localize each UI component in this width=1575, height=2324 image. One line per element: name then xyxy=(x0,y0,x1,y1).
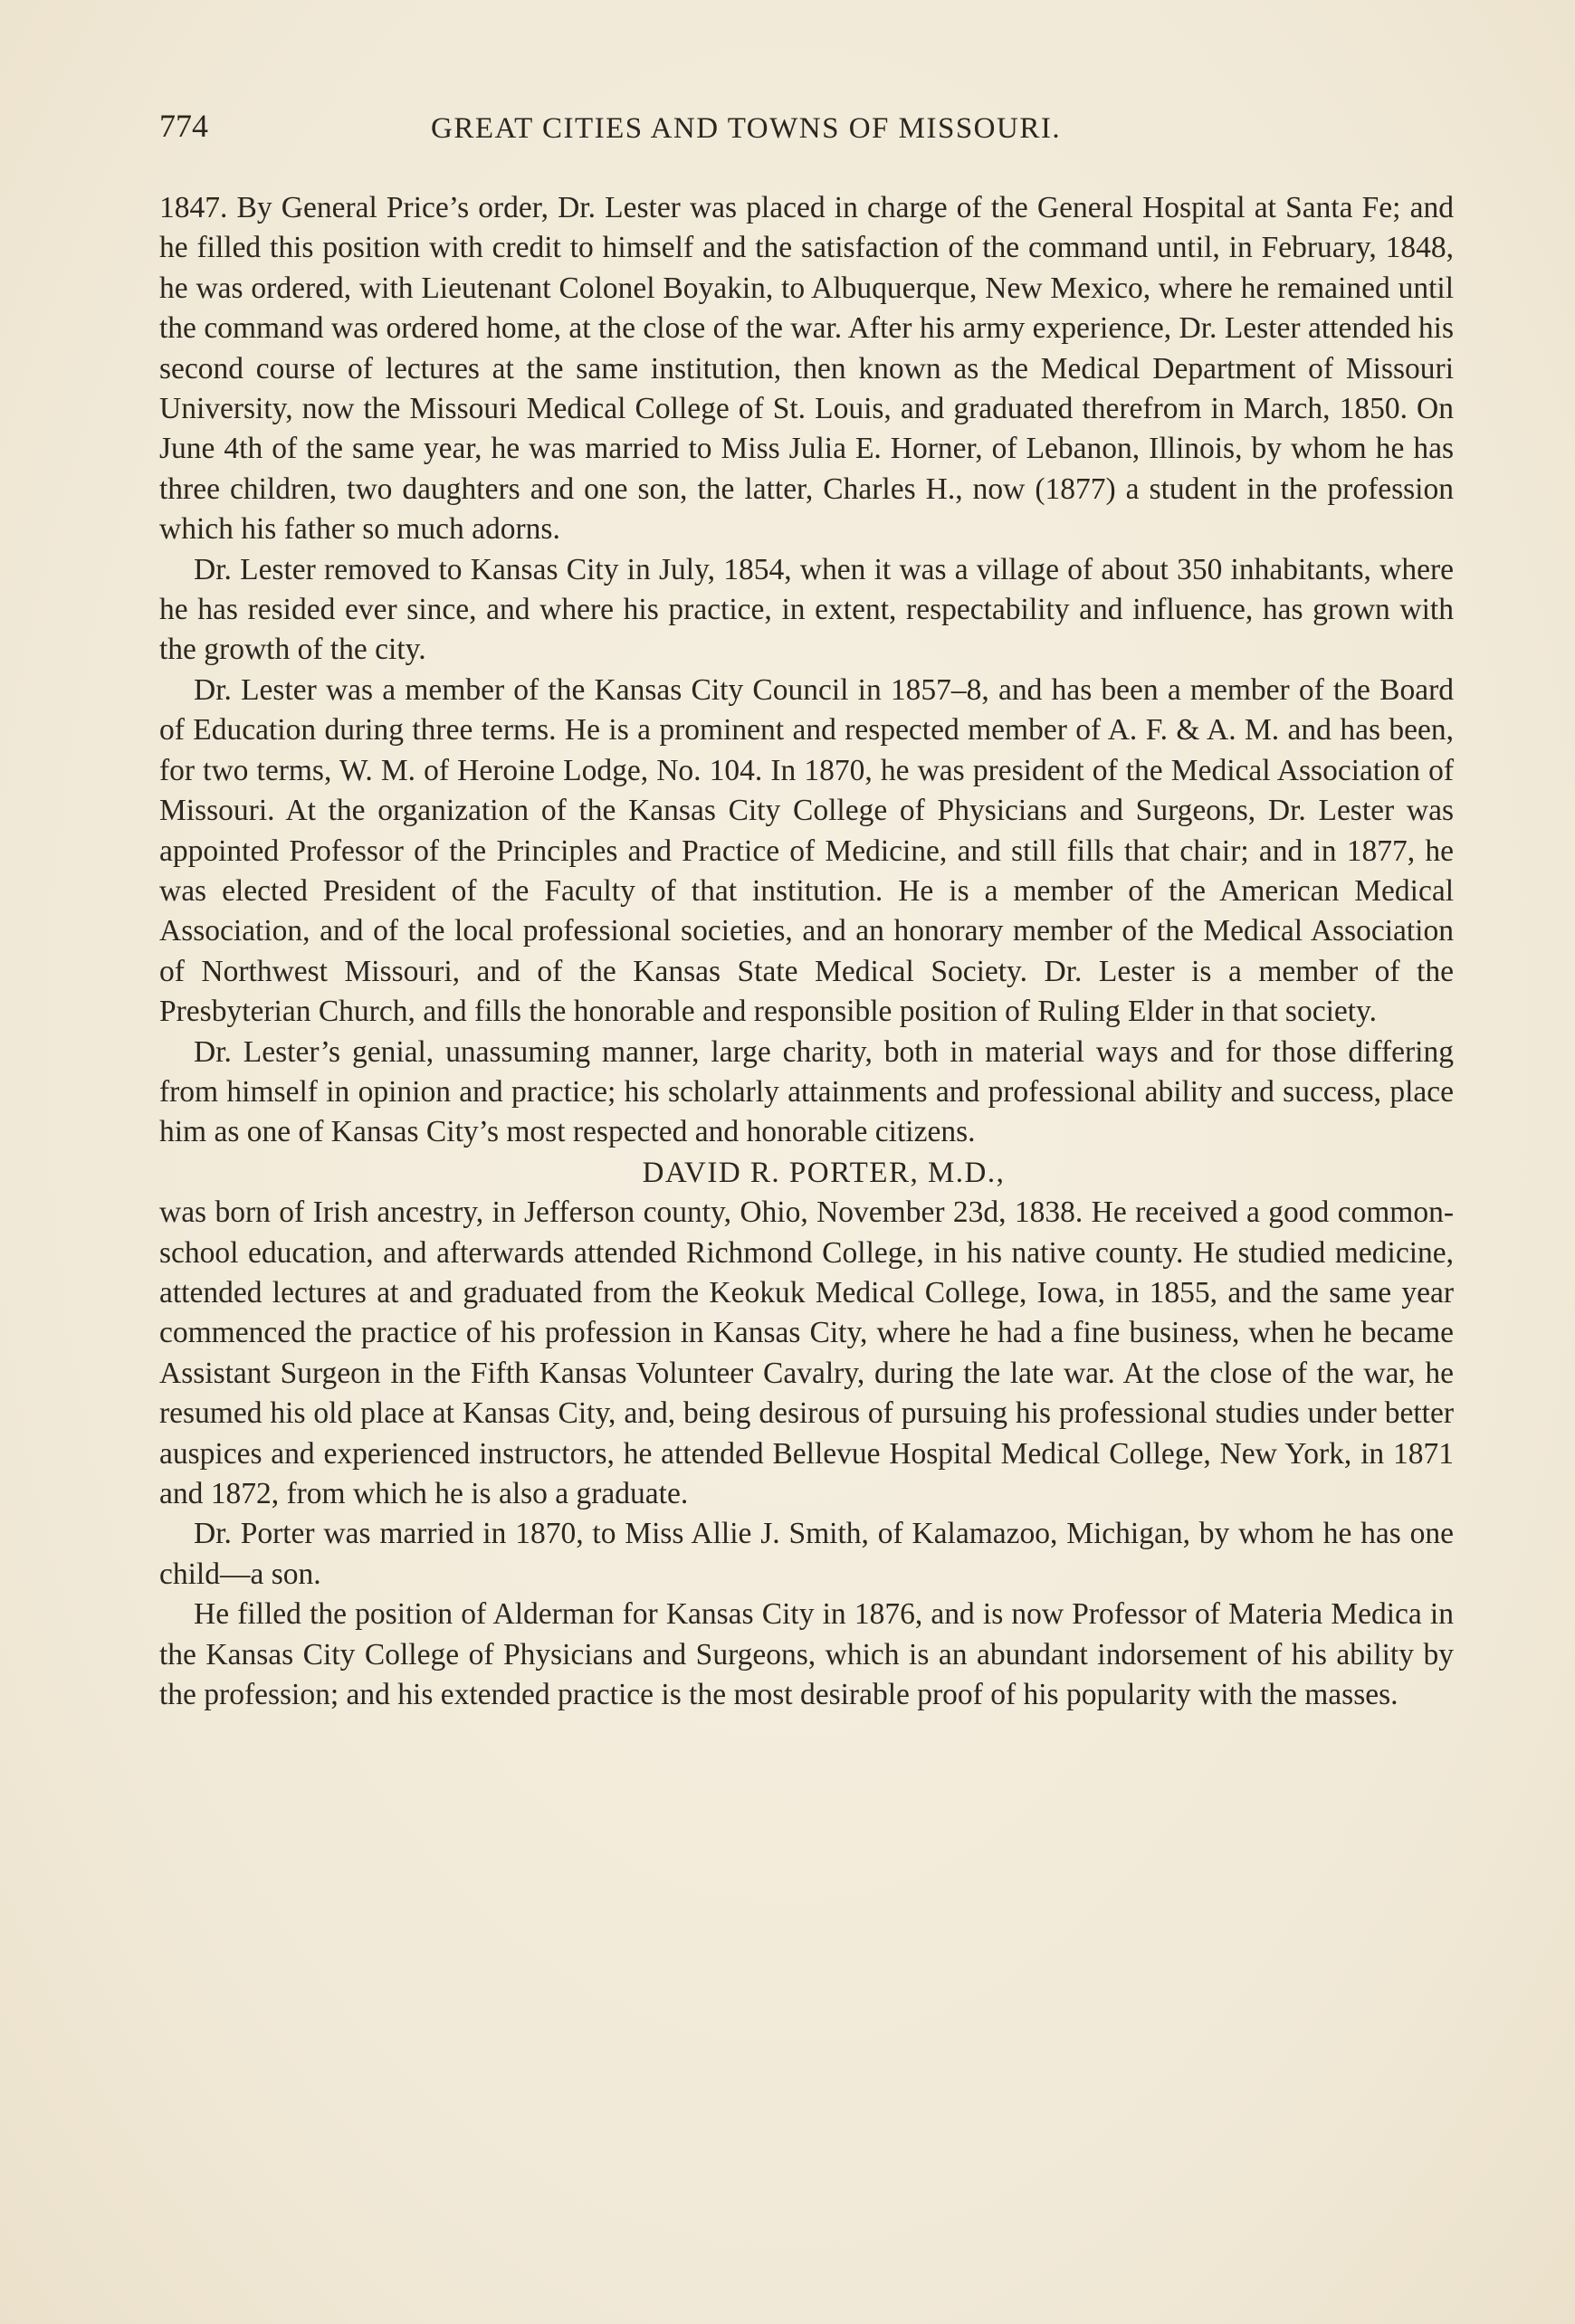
paragraph: 1847. By General Price’s order, Dr. Lester was placed in charge of the General Hospital at Santa Fe; and he filled this position with credit to himself and the satisfaction of the command until, in February, 1848, he was ordered, with Lieutenant Colonel Boyakin, to Albuquerque, New Mexico, where he remained until the command was ordered home, at the close of the war. After his army experience, Dr. Lester attended his second course of lectures at the same institution, then known as the Medical Department of Missouri University, now the Missouri Medical College of St. Louis, and graduated therefrom in March, 1850. On June 4th of the same year, he was married to Miss Julia E. Horner, of Lebanon, Illinois, by whom he has three children, two daughters and one son, the latter, Charles H., now (1877) a student in the profession which his father so much adorns. xyxy=(159,191,1454,547)
paragraph: Dr. Lester removed to Kansas City in July, 1854, when it was a village of about 350 inhabitants, where he has resided ever since, and where his practice, in extent, respectability and influence, has grown with the growth of the city. xyxy=(159,552,1454,667)
section-heading: DAVID R. PORTER, M.D., xyxy=(642,1156,1006,1189)
paragraph: He filled the position of Alderman for Kansas City in 1876, and is now Professor of Materia Medica in the Kansas City College of Physicians and Surgeons, which is an abundant indorsement of his ability by the profession; and his extended practice is the most desirable proof of his popularity with the masses. xyxy=(159,1597,1454,1712)
paragraph: Dr. Lester’s genial, unassuming manner, large charity, both in material ways and for those differing from himself in opinion and practice; his scholarly attainments and professional ability and success, place him as one of Kansas City’s most respected and honorable citizens. xyxy=(159,1034,1454,1149)
page-header xyxy=(159,107,1454,161)
paragraph: Dr. Lester was a member of the Kansas City Council in 1857–8, and has been a member of the Board of Education during three terms. He is a prominent and respected member of A. F. & A. M. and has been, for two terms, W. M. of Heroine Lodge, No. 104. In 1870, he was president of the Medical Association of Missouri. At the organization of the Kansas City College of Physicians and Surgeons, Dr. Lester was appointed Professor of the Principles and Practice of Medicine, and still fills that chair; and in 1877, he was elected President of the Faculty of that institution. He is a member of the American Medical Association, and of the local professional societies, and an honorary member of the Medical Association of Northwest Missouri, and of the Kansas State Medical Society. Dr. Lester is a member of the Presbyterian Church, and fills the honorable and responsible position of Ruling Elder in that society. xyxy=(159,672,1454,1029)
running-head: GREAT CITIES AND TOWNS OF MISSOURI. xyxy=(431,112,1062,145)
paragraph: Dr. Porter was married in 1870, to Miss Allie J. Smith, of Kalamazoo, Michigan, by whom he has one child—a son. xyxy=(159,1517,1454,1591)
body-text xyxy=(159,188,1454,1715)
page-number: 774 xyxy=(159,108,208,144)
paragraph: was born of Irish ancestry, in Jefferson county, Ohio, November 23d, 1838. He received a good common-school education, and afterwards attended Richmond College, in his native county. He studied medicine, attended lectures at and graduated from the Keokuk Medical College, Iowa, in 1855, and the same year commenced the practice of his profession in Kansas City, where he had a fine business, when he became Assistant Surgeon in the Fifth Kansas Volunteer Cavalry, during the late war. At the close of the war, he resumed his old place at Kansas City, and, being desirous of pursuing his professional studies under better auspices and experienced instructors, he attended Bellevue Hospital Medical College, New York, in 1871 and 1872, from which he is also a graduate. xyxy=(159,1195,1454,1510)
